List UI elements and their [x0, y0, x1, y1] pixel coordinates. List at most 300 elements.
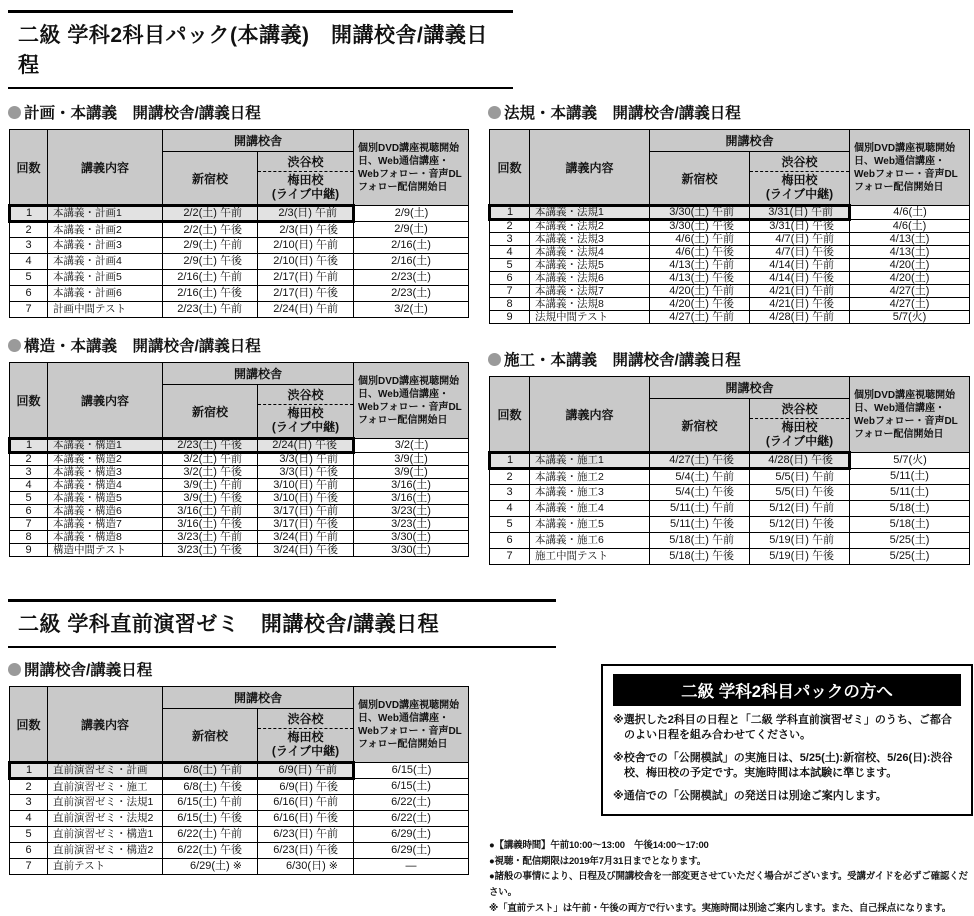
header-naiyo: 講義内容	[530, 377, 650, 453]
header-shinjuku: 新宿校	[163, 709, 258, 763]
cell-kaisu: 6	[10, 843, 48, 859]
cell-shinjuku: 3/9(土) 午後	[163, 492, 258, 505]
cell-shibuya-umeda: 6/30(日) ※	[258, 859, 354, 875]
cell-naiyo: 本講義・計画4	[48, 254, 163, 270]
cell-shibuya-umeda: 5/19(日) 午前	[750, 533, 850, 549]
header-kaiko: 開講校舎	[163, 363, 354, 385]
cell-kaisu: 5	[10, 270, 48, 286]
footer-note: ●視聴・配信期限は2019年7月31日までとなります。	[489, 855, 707, 867]
schedule-table-keikaku	[8, 129, 469, 318]
cell-shinjuku: 2/16(土) 午前	[163, 270, 258, 286]
schedule-table-kouzou	[8, 362, 469, 557]
table-row	[10, 238, 469, 254]
cell-shibuya-umeda: 5/12(日) 午前	[750, 501, 850, 517]
section-bullet-icon	[8, 339, 21, 352]
cell-shibuya-umeda: 4/7(日) 午後	[750, 246, 850, 259]
table-header	[10, 130, 469, 206]
table-row	[10, 859, 469, 875]
cell-shinjuku: 2/9(土) 午後	[163, 254, 258, 270]
cell-kaisu: 9	[490, 311, 530, 324]
cell-kaisu: 9	[10, 544, 48, 557]
schedule-table-sekou	[488, 376, 970, 565]
cell-shinjuku: 5/18(土) 午後	[650, 549, 750, 565]
cell-naiyo: 直前演習ゼミ・施工	[48, 779, 163, 795]
cell-dvd: 3/23(土)	[354, 518, 469, 531]
cell-kaisu: 6	[490, 272, 530, 285]
header-naiyo: 講義内容	[530, 130, 650, 206]
cell-naiyo: 本講義・法規2	[530, 220, 650, 233]
header-shinjuku: 新宿校	[650, 399, 750, 453]
schedule-table-slot-houki	[488, 129, 968, 324]
cell-shinjuku: 2/23(土) 午前	[163, 302, 258, 318]
cell-shinjuku: 6/15(土) 午前	[163, 795, 258, 811]
section-title-text: 開講校舎/講義日程	[24, 662, 153, 679]
cell-shinjuku: 4/27(土) 午前	[650, 311, 750, 324]
table-row	[10, 795, 469, 811]
header-shinjuku: 新宿校	[650, 152, 750, 206]
cell-kaisu: 3	[490, 233, 530, 246]
cell-shibuya-umeda: 2/10(日) 午後	[258, 254, 354, 270]
cell-shibuya-umeda: 4/7(日) 午前	[750, 233, 850, 246]
table-row	[490, 298, 970, 311]
cell-shinjuku: 3/2(土) 午後	[163, 466, 258, 479]
cell-naiyo: 直前テスト	[48, 859, 163, 875]
section-houki	[488, 101, 968, 324]
table-body	[490, 206, 970, 324]
cell-dvd: 5/25(土)	[850, 533, 970, 549]
cell-shibuya-umeda: 6/23(日) 午前	[258, 827, 354, 843]
cell-shinjuku: 4/20(土) 午前	[650, 285, 750, 298]
cell-naiyo: 本講義・構造2	[48, 453, 163, 466]
table-row	[10, 206, 469, 222]
table-row	[10, 286, 469, 302]
cell-kaisu: 4	[490, 501, 530, 517]
footer-note: ●諸般の事情により、日程及び開講校舎を一部変更させていただく場合がございます。受講ガイドを必ずご確認ください。	[489, 871, 968, 898]
section-kouzou	[8, 334, 467, 557]
cell-shibuya-umeda: 3/3(日) 午後	[258, 466, 354, 479]
cell-shinjuku: 6/8(土) 午前	[163, 763, 258, 779]
cell-dvd: 3/16(土)	[354, 492, 469, 505]
cell-kaisu: 5	[10, 492, 48, 505]
cell-shibuya-umeda: 3/17(日) 午後	[258, 518, 354, 531]
cell-shibuya-umeda: 3/3(日) 午前	[258, 453, 354, 466]
header-shibuya: 渋谷校	[258, 385, 354, 405]
cell-dvd: 4/27(土)	[850, 285, 970, 298]
cell-naiyo: 本講義・構造4	[48, 479, 163, 492]
cell-dvd: 5/11(土)	[850, 469, 970, 485]
cell-dvd: 6/22(土)	[354, 795, 469, 811]
table-header	[10, 687, 469, 763]
cell-kaisu: 7	[10, 302, 48, 318]
main-title-pack: 二級 学科2科目パック(本講義) 開講校舎/講義日程	[8, 10, 513, 89]
header-kaiko: 開講校舎	[650, 130, 850, 152]
section-title-text: 計画・本講義 開講校舎/講義日程	[24, 105, 261, 122]
cell-kaisu: 7	[490, 285, 530, 298]
table-row	[10, 439, 469, 453]
cell-kaisu: 1	[10, 439, 48, 453]
cell-shinjuku: 5/11(土) 午後	[650, 517, 750, 533]
cell-naiyo: 直前演習ゼミ・構造1	[48, 827, 163, 843]
cell-shinjuku: 3/16(土) 午後	[163, 518, 258, 531]
cell-dvd: 2/16(土)	[354, 254, 469, 270]
table-row	[10, 811, 469, 827]
cell-shibuya-umeda: 3/17(日) 午前	[258, 505, 354, 518]
section-keikaku	[8, 101, 467, 318]
cell-dvd: 3/2(土)	[354, 439, 469, 453]
section-title-chokuzen	[8, 658, 467, 680]
lower-right-column	[489, 658, 973, 916]
cell-dvd: 6/15(土)	[354, 779, 469, 795]
header-shibuya: 渋谷校	[750, 152, 850, 172]
cell-dvd: 3/30(土)	[354, 544, 469, 557]
header-kaiko: 開講校舎	[163, 130, 354, 152]
cell-dvd: 5/7(火)	[850, 311, 970, 324]
cell-shinjuku: 3/9(土) 午前	[163, 479, 258, 492]
table-row	[490, 246, 970, 259]
cell-shinjuku: 3/30(土) 午前	[650, 206, 750, 220]
table-row	[490, 206, 970, 220]
header-shibuya: 渋谷校	[750, 399, 850, 419]
cell-shibuya-umeda: 4/21(日) 午前	[750, 285, 850, 298]
cell-kaisu: 8	[490, 298, 530, 311]
cell-kaisu: 5	[490, 517, 530, 533]
header-shibuya: 渋谷校	[258, 709, 354, 729]
cell-dvd: 2/23(土)	[354, 286, 469, 302]
cell-shibuya-umeda: 6/16(日) 午後	[258, 811, 354, 827]
header-kaiko: 開講校舎	[650, 377, 850, 399]
cell-naiyo: 本講義・法規4	[530, 246, 650, 259]
cell-dvd: 5/18(土)	[850, 501, 970, 517]
cell-kaisu: 2	[10, 453, 48, 466]
section-title-kouzou	[8, 334, 467, 356]
cell-shibuya-umeda: 2/3(日) 午前	[258, 206, 354, 222]
header-dvd: 個別DVD講座視聴開始日、Web通信講座・Webフォロー・音声DLフォロー配信開始日	[354, 130, 469, 206]
table-row	[490, 469, 970, 485]
cell-shibuya-umeda: 6/9(日) 午前	[258, 763, 354, 779]
header-naiyo: 講義内容	[48, 130, 163, 206]
cell-kaisu: 4	[10, 811, 48, 827]
cell-kaisu: 4	[10, 479, 48, 492]
cell-shibuya-umeda: 4/28(日) 午後	[750, 453, 850, 469]
lower-left-column	[8, 658, 467, 891]
table-row	[10, 254, 469, 270]
cell-naiyo: 本講義・計画5	[48, 270, 163, 286]
table-row	[490, 272, 970, 285]
cell-naiyo: 施工中間テスト	[530, 549, 650, 565]
cell-kaisu: 6	[490, 533, 530, 549]
cell-naiyo: 直前演習ゼミ・計画	[48, 763, 163, 779]
cell-naiyo: 法規中間テスト	[530, 311, 650, 324]
section-title-houki	[488, 101, 968, 123]
cell-dvd: 4/13(土)	[850, 246, 970, 259]
cell-kaisu: 3	[10, 238, 48, 254]
footer-note: ※「直前テスト」は午前・午後の両方で行います。実施時間は別途ご案内します。また、自己採点になります。	[489, 902, 952, 914]
cell-kaisu: 2	[490, 220, 530, 233]
cell-shinjuku: 2/23(土) 午後	[163, 439, 258, 453]
cell-shibuya-umeda: 6/23(日) 午後	[258, 843, 354, 859]
info-note: ※通信での「公開模試」の発送日は別途ご案内します。	[613, 789, 887, 802]
cell-shibuya-umeda: 2/17(日) 午後	[258, 286, 354, 302]
header-kaisu: 回数	[490, 377, 530, 453]
upper-table-grid	[8, 101, 968, 581]
header-naiyo: 講義内容	[48, 363, 163, 439]
cell-kaisu: 1	[10, 763, 48, 779]
cell-shinjuku: 4/27(土) 午後	[650, 453, 750, 469]
header-dvd: 個別DVD講座視聴開始日、Web通信講座・Webフォロー・音声DLフォロー配信開始日	[850, 377, 970, 453]
table-row	[490, 259, 970, 272]
cell-naiyo: 本講義・施工6	[530, 533, 650, 549]
cell-kaisu: 7	[10, 859, 48, 875]
cell-kaisu: 5	[10, 827, 48, 843]
cell-naiyo: 本講義・法規7	[530, 285, 650, 298]
cell-dvd: 2/9(土)	[354, 206, 469, 222]
cell-dvd: 6/15(土)	[354, 763, 469, 779]
cell-kaisu: 6	[10, 286, 48, 302]
header-shinjuku: 新宿校	[163, 385, 258, 439]
cell-shinjuku: 2/2(土) 午後	[163, 222, 258, 238]
footer-note: ●【講義時間】午前10:00〜13:00 午後14:00〜17:00	[489, 839, 709, 851]
cell-shinjuku: 6/15(土) 午後	[163, 811, 258, 827]
cell-dvd: 3/30(土)	[354, 531, 469, 544]
cell-shibuya-umeda: 3/24(日) 午後	[258, 544, 354, 557]
table-body	[10, 206, 469, 318]
table-row	[490, 311, 970, 324]
cell-shibuya-umeda: 6/9(日) 午後	[258, 779, 354, 795]
header-umeda: 梅田校 (ライブ中継)	[258, 172, 354, 206]
table-row	[490, 285, 970, 298]
cell-shinjuku: 3/23(土) 午後	[163, 544, 258, 557]
section-bullet-icon	[8, 106, 21, 119]
lower-grid	[8, 658, 968, 916]
cell-shibuya-umeda: 2/17(日) 午前	[258, 270, 354, 286]
schedule-table-houki	[488, 129, 970, 324]
cell-shibuya-umeda: 3/10(日) 午後	[258, 492, 354, 505]
cell-kaisu: 4	[490, 246, 530, 259]
info-box-notes	[613, 713, 961, 804]
info-note: ※校舎での「公開模試」の実施日は、5/25(土):新宿校、5/26(日):渋谷校、梅田校の予定です。実施時間は本試験に準じます。	[613, 751, 953, 780]
cell-shinjuku: 2/2(土) 午前	[163, 206, 258, 222]
cell-dvd: ―	[354, 859, 469, 875]
cell-kaisu: 1	[490, 206, 530, 220]
upper-left-column	[8, 101, 467, 573]
cell-shinjuku: 6/8(土) 午後	[163, 779, 258, 795]
cell-dvd: 6/29(土)	[354, 827, 469, 843]
info-box	[601, 664, 973, 816]
table-row	[10, 492, 469, 505]
cell-naiyo: 本講義・構造3	[48, 466, 163, 479]
table-row	[10, 302, 469, 318]
cell-shibuya-umeda: 6/16(日) 午前	[258, 795, 354, 811]
table-row	[10, 222, 469, 238]
cell-kaisu: 3	[490, 485, 530, 501]
cell-shinjuku: 2/9(土) 午前	[163, 238, 258, 254]
section-title-text: 法規・本講義 開講校舎/講義日程	[504, 105, 741, 122]
info-note: ※選択した2科目の日程と「二級 学科直前演習ゼミ」のうち、ご都合のよい日程を組み合わせてください。	[613, 714, 952, 742]
cell-naiyo: 本講義・構造1	[48, 439, 163, 453]
header-shinjuku: 新宿校	[163, 152, 258, 206]
cell-kaisu: 8	[10, 531, 48, 544]
table-header	[490, 377, 970, 453]
cell-shibuya-umeda: 5/5(日) 午前	[750, 469, 850, 485]
table-row	[10, 827, 469, 843]
cell-dvd: 5/7(火)	[850, 453, 970, 469]
table-row	[10, 518, 469, 531]
cell-shibuya-umeda: 4/28(日) 午前	[750, 311, 850, 324]
cell-dvd: 3/23(土)	[354, 505, 469, 518]
cell-shinjuku: 6/29(土) ※	[163, 859, 258, 875]
cell-naiyo: 本講義・施工5	[530, 517, 650, 533]
cell-dvd: 5/18(土)	[850, 517, 970, 533]
table-row	[490, 517, 970, 533]
table-row	[490, 485, 970, 501]
cell-shibuya-umeda: 4/14(日) 午後	[750, 272, 850, 285]
cell-naiyo: 本講義・法規8	[530, 298, 650, 311]
cell-kaisu: 7	[10, 518, 48, 531]
header-dvd: 個別DVD講座視聴開始日、Web通信講座・Webフォロー・音声DLフォロー配信開始日	[354, 363, 469, 439]
table-row	[490, 549, 970, 565]
schedule-table-slot-kouzou	[8, 362, 467, 557]
cell-dvd: 2/16(土)	[354, 238, 469, 254]
schedule-table-slot-chokuzen	[8, 686, 467, 875]
table-body	[10, 439, 469, 557]
table-row	[10, 479, 469, 492]
cell-naiyo: 直前演習ゼミ・法規1	[48, 795, 163, 811]
cell-dvd: 2/9(土)	[354, 222, 469, 238]
cell-naiyo: 計画中間テスト	[48, 302, 163, 318]
cell-shinjuku: 6/22(土) 午後	[163, 843, 258, 859]
header-shibuya: 渋谷校	[258, 152, 354, 172]
cell-dvd: 5/11(土)	[850, 485, 970, 501]
cell-shinjuku: 3/23(土) 午前	[163, 531, 258, 544]
table-row	[10, 763, 469, 779]
cell-shinjuku: 5/18(土) 午前	[650, 533, 750, 549]
schedule-table-chokuzen	[8, 686, 469, 875]
cell-naiyo: 本講義・構造6	[48, 505, 163, 518]
table-row	[10, 779, 469, 795]
cell-naiyo: 本講義・施工3	[530, 485, 650, 501]
cell-shibuya-umeda: 5/5(日) 午後	[750, 485, 850, 501]
header-umeda: 梅田校 (ライブ中継)	[750, 419, 850, 453]
table-row	[10, 505, 469, 518]
table-row	[490, 533, 970, 549]
header-naiyo: 講義内容	[48, 687, 163, 763]
cell-kaisu: 2	[490, 469, 530, 485]
cell-dvd: 3/9(土)	[354, 453, 469, 466]
cell-naiyo: 本講義・施工4	[530, 501, 650, 517]
cell-shibuya-umeda: 2/24(日) 午後	[258, 439, 354, 453]
cell-naiyo: 本講義・法規6	[530, 272, 650, 285]
header-kaisu: 回数	[10, 363, 48, 439]
section-bullet-icon	[488, 353, 501, 366]
cell-kaisu: 2	[10, 222, 48, 238]
cell-naiyo: 本講義・構造5	[48, 492, 163, 505]
cell-dvd: 6/29(土)	[354, 843, 469, 859]
table-body	[10, 763, 469, 875]
cell-shinjuku: 5/4(土) 午前	[650, 469, 750, 485]
cell-shinjuku: 4/13(土) 午後	[650, 272, 750, 285]
table-header	[490, 130, 970, 206]
cell-dvd: 4/6(土)	[850, 220, 970, 233]
cell-naiyo: 本講義・計画2	[48, 222, 163, 238]
cell-dvd: 4/20(土)	[850, 272, 970, 285]
cell-naiyo: 本講義・法規1	[530, 206, 650, 220]
cell-dvd: 4/27(土)	[850, 298, 970, 311]
cell-dvd: 3/16(土)	[354, 479, 469, 492]
cell-naiyo: 本講義・施工2	[530, 469, 650, 485]
cell-naiyo: 本講義・計画6	[48, 286, 163, 302]
cell-kaisu: 3	[10, 795, 48, 811]
table-row	[10, 466, 469, 479]
header-umeda: 梅田校 (ライブ中継)	[750, 172, 850, 206]
cell-naiyo: 本講義・構造8	[48, 531, 163, 544]
cell-shinjuku: 4/20(土) 午後	[650, 298, 750, 311]
table-row	[10, 843, 469, 859]
cell-shinjuku: 4/6(土) 午前	[650, 233, 750, 246]
footer-notes	[489, 838, 973, 916]
cell-shinjuku: 3/16(土) 午前	[163, 505, 258, 518]
schedule-table-slot-sekou	[488, 376, 968, 565]
table-row	[10, 531, 469, 544]
table-row	[490, 453, 970, 469]
cell-shibuya-umeda: 3/10(日) 午前	[258, 479, 354, 492]
table-row	[490, 501, 970, 517]
cell-shibuya-umeda: 5/12(日) 午後	[750, 517, 850, 533]
header-kaisu: 回数	[10, 130, 48, 206]
cell-dvd: 4/20(土)	[850, 259, 970, 272]
cell-shibuya-umeda: 5/19(日) 午後	[750, 549, 850, 565]
cell-shinjuku: 4/13(土) 午前	[650, 259, 750, 272]
cell-kaisu: 1	[10, 206, 48, 222]
cell-kaisu: 7	[490, 549, 530, 565]
cell-dvd: 4/13(土)	[850, 233, 970, 246]
cell-dvd: 6/22(土)	[354, 811, 469, 827]
cell-shinjuku: 4/6(土) 午後	[650, 246, 750, 259]
cell-kaisu: 5	[490, 259, 530, 272]
header-kaisu: 回数	[490, 130, 530, 206]
cell-naiyo: 本講義・構造7	[48, 518, 163, 531]
table-row	[490, 233, 970, 246]
cell-dvd: 3/9(土)	[354, 466, 469, 479]
header-umeda: 梅田校 (ライブ中継)	[258, 405, 354, 439]
cell-kaisu: 4	[10, 254, 48, 270]
cell-naiyo: 本講義・施工1	[530, 453, 650, 469]
header-umeda: 梅田校 (ライブ中継)	[258, 729, 354, 763]
cell-naiyo: 本講義・計画1	[48, 206, 163, 222]
schedule-table-slot-keikaku	[8, 129, 467, 318]
section-title-sekou	[488, 348, 968, 370]
cell-shibuya-umeda: 2/3(日) 午後	[258, 222, 354, 238]
main-title-seminar: 二級 学科直前演習ゼミ 開講校舎/講義日程	[8, 599, 556, 648]
section-title-keikaku	[8, 101, 467, 123]
cell-shinjuku: 5/11(土) 午前	[650, 501, 750, 517]
info-box-title: 二級 学科2科目パックの方へ	[613, 674, 961, 706]
section-title-text: 構造・本講義 開講校舎/講義日程	[24, 338, 261, 355]
header-kaiko: 開講校舎	[163, 687, 354, 709]
cell-dvd: 4/6(土)	[850, 206, 970, 220]
cell-shibuya-umeda: 3/24(日) 午前	[258, 531, 354, 544]
cell-shinjuku: 3/2(土) 午前	[163, 453, 258, 466]
cell-kaisu: 3	[10, 466, 48, 479]
cell-dvd: 3/2(土)	[354, 302, 469, 318]
header-dvd: 個別DVD講座視聴開始日、Web通信講座・Webフォロー・音声DLフォロー配信開始日	[850, 130, 970, 206]
cell-naiyo: 構造中間テスト	[48, 544, 163, 557]
cell-naiyo: 直前演習ゼミ・構造2	[48, 843, 163, 859]
table-row	[490, 220, 970, 233]
cell-shibuya-umeda: 2/10(日) 午前	[258, 238, 354, 254]
cell-dvd: 2/23(土)	[354, 270, 469, 286]
cell-shibuya-umeda: 3/31(日) 午後	[750, 220, 850, 233]
cell-naiyo: 本講義・計画3	[48, 238, 163, 254]
